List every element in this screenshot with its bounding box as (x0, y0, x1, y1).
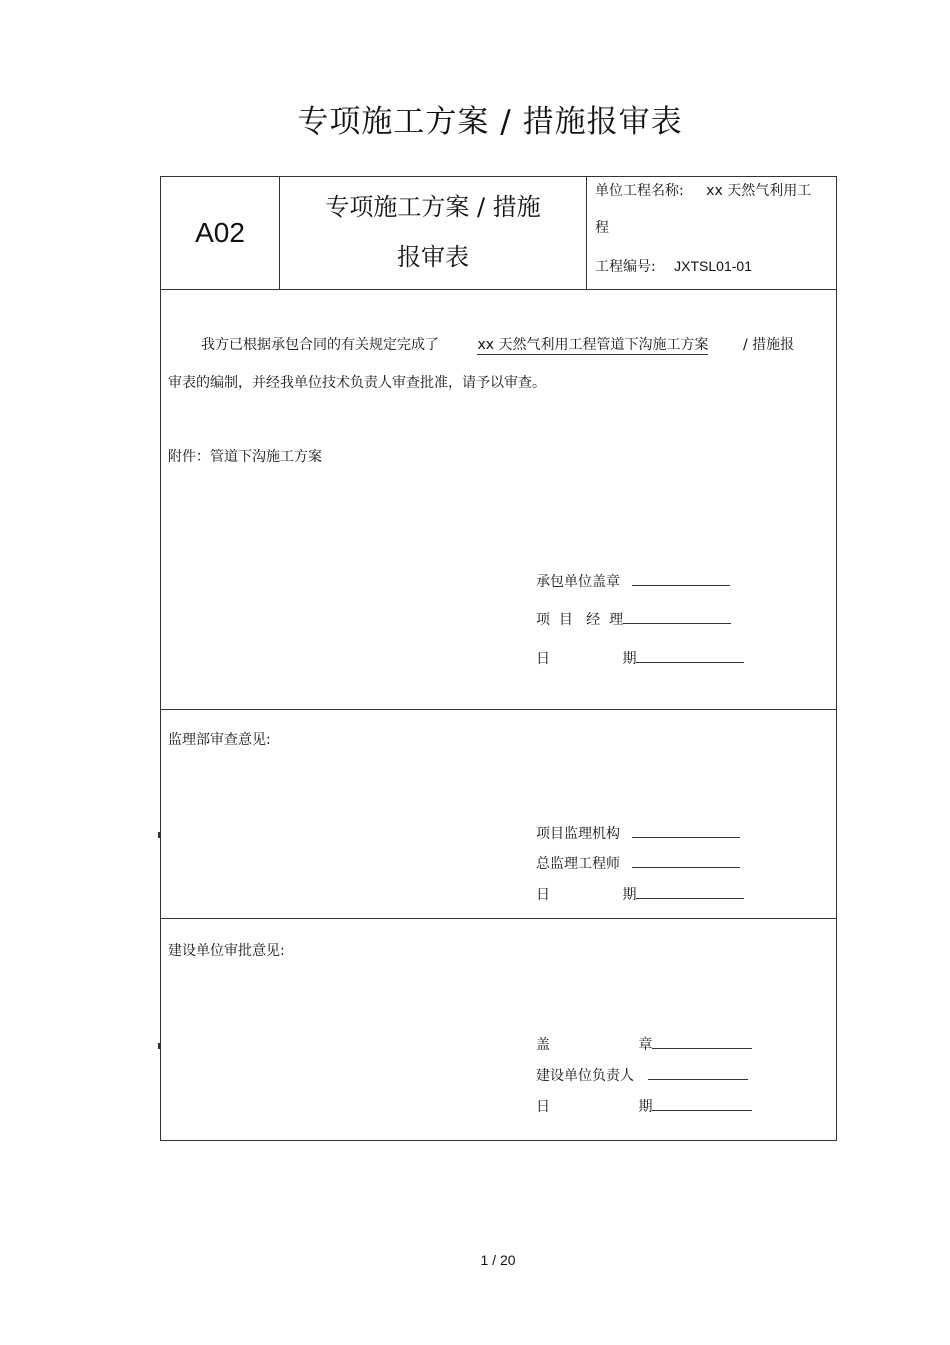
statement-project-name: xx 天然气利用工程 (477, 337, 597, 353)
divider-title (586, 177, 587, 289)
form-title (280, 177, 586, 289)
chief-supervisor-label: 总监理工程师 (536, 856, 620, 872)
project-no-value: JXTSL01-01 (674, 258, 752, 274)
supervision-org-label: 项目监理机构 (536, 826, 620, 842)
project-info (595, 181, 831, 277)
margin-tick-mark (158, 832, 160, 838)
supervisor-date-label-left: 日 (536, 887, 550, 903)
supervisor-date-label-right: 期 (622, 887, 637, 903)
owner-date-label-left: 日 (536, 1099, 550, 1115)
contractor-date-label-right: 期 (622, 651, 637, 667)
owner-seal-row (536, 1034, 752, 1054)
page-title: 专项施工方案 / 措施报审表 (297, 104, 683, 140)
contractor-date-row (536, 648, 744, 668)
divider-header (161, 289, 836, 290)
project-manager-row (536, 609, 731, 629)
project-no-row (595, 257, 831, 277)
unit-name-value-cont: 程 (595, 220, 609, 236)
form-title-line1: 专项施工方案 / 措施 (325, 193, 541, 221)
attachment-text: 附件：管道下沟施工方案 (168, 449, 322, 465)
statement-plan-name: 管道下沟施工方案 (596, 337, 709, 353)
project-no-label: 工程编号: (595, 259, 656, 275)
project-manager-blank (623, 609, 731, 624)
contractor-date-blank (636, 648, 744, 663)
supervision-org-row (536, 823, 740, 843)
form-title-line2: 报审表 (397, 243, 469, 271)
owner-representative-blank (648, 1065, 748, 1080)
divider-contractor (161, 709, 836, 710)
contractor-stamp-blank (632, 571, 730, 586)
margin-tick-mark (158, 1043, 160, 1049)
owner-representative-label: 建设单位负责人 (536, 1068, 634, 1084)
owner-seal-blank (652, 1034, 752, 1049)
owner-date-label-right: 期 (638, 1099, 653, 1115)
statement-line2: 审表的编制，并经我单位技术负责人审查批准，请予以审查。 (168, 375, 546, 391)
form-code: A02 (195, 217, 245, 248)
supervisor-date-row (536, 884, 744, 904)
approval-form (160, 176, 837, 1141)
owner-date-row (536, 1096, 752, 1116)
unit-name-value: xx 天然气利用工 (706, 183, 812, 199)
owner-heading: 建设单位审批意见: (168, 943, 285, 959)
divider-supervisor (161, 918, 836, 919)
chief-supervisor-row (536, 853, 740, 873)
supervisor-heading: 监理部审查意见: (168, 732, 271, 748)
owner-representative-row (536, 1065, 748, 1085)
supervision-org-blank (632, 823, 740, 838)
statement-line1 (201, 334, 794, 354)
statement-part1: 我方已根据承包合同的有关规定完成了 (201, 337, 439, 353)
contractor-date-label-left: 日 (536, 651, 550, 667)
owner-seal-label-right: 章 (638, 1037, 653, 1053)
owner-date-blank (652, 1096, 752, 1111)
page-number: 1 / 20 (480, 1252, 516, 1268)
contractor-stamp-label: 承包单位盖章 (536, 574, 620, 590)
unit-name-label: 单位工程名称: (595, 183, 684, 199)
supervisor-date-blank (636, 884, 744, 899)
chief-supervisor-blank (632, 853, 740, 868)
unit-name-row (595, 182, 831, 201)
project-manager-label: 项 目 经 理 (536, 612, 624, 628)
owner-seal-label-left: 盖 (536, 1037, 550, 1053)
contractor-stamp-row (536, 571, 730, 591)
statement-part2: / 措施报 (742, 337, 795, 353)
